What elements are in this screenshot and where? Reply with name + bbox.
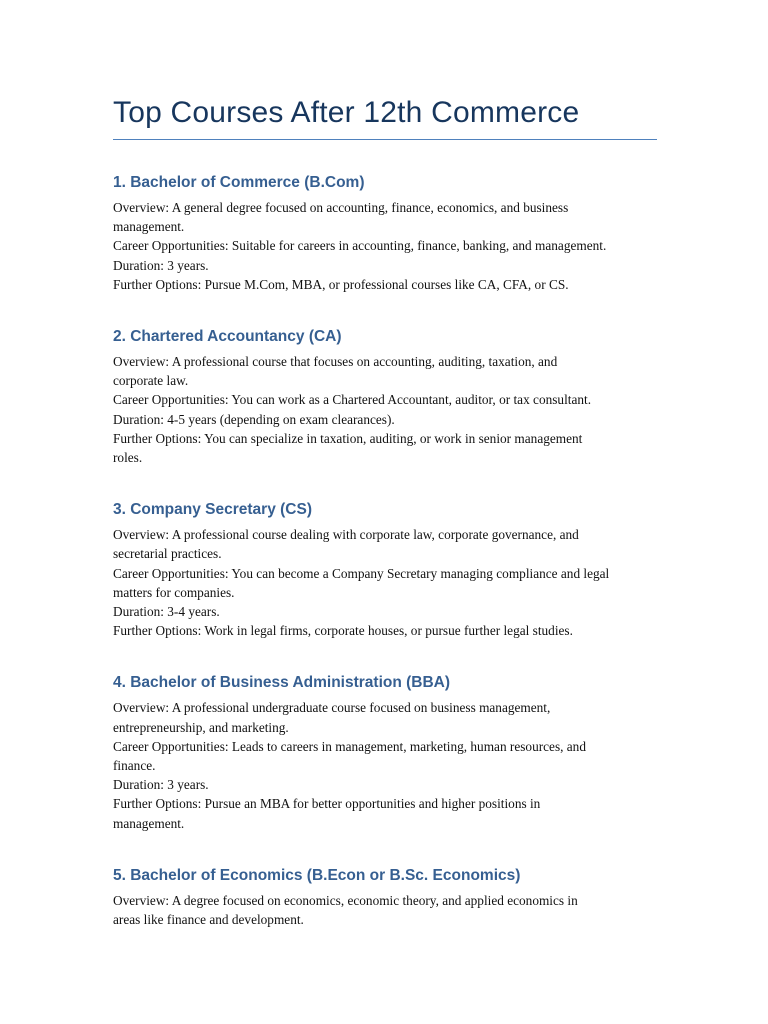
body-line: Overview: A degree focused on economics, economic theory, and applied economics in bbox=[113, 892, 578, 908]
course-section-becon bbox=[113, 833, 659, 929]
document-page bbox=[113, 94, 659, 929]
body-line: Overview: A professional course that focuses on accounting, auditing, taxation, and bbox=[113, 354, 558, 370]
body-line: finance. bbox=[113, 758, 156, 774]
body-line: Career Opportunities: You can work as a Chartered Accountant, auditor, or tax consultant. bbox=[113, 392, 592, 408]
course-section-cs bbox=[113, 467, 659, 640]
section-heading: 5. Bachelor of Economics (B.Econ or B.Sc. Economics) bbox=[113, 866, 521, 884]
body-line: Overview: A professional course dealing with corporate law, corporate governance, and bbox=[113, 527, 579, 543]
body-line: management. bbox=[113, 219, 185, 235]
body-line: Further Options: Pursue an MBA for better opportunities and higher positions in bbox=[113, 796, 541, 812]
body-line: Further Options: Work in legal firms, corporate houses, or pursue further legal studies. bbox=[113, 623, 573, 639]
section-heading: 2. Chartered Accountancy (CA) bbox=[113, 328, 342, 346]
body-line: Overview: A professional undergraduate course focused on business management, bbox=[113, 700, 551, 716]
body-line: Career Opportunities: Leads to careers in management, marketing, human resources, and bbox=[113, 738, 586, 754]
course-section-ca bbox=[113, 294, 659, 467]
body-line: corporate law. bbox=[113, 373, 189, 389]
body-line: matters for companies. bbox=[113, 584, 235, 600]
body-line: Duration: 3 years. bbox=[113, 257, 209, 273]
body-line: Duration: 4-5 years (depending on exam clearances). bbox=[113, 411, 395, 427]
body-line: Duration: 3-4 years. bbox=[113, 604, 220, 620]
body-line: secretarial practices. bbox=[113, 546, 222, 562]
section-heading: 1. Bachelor of Commerce (B.Com) bbox=[113, 174, 365, 191]
body-line: Further Options: Pursue M.Com, MBA, or professional courses like CA, CFA, or CS. bbox=[113, 276, 569, 292]
body-line: Duration: 3 years. bbox=[113, 777, 209, 793]
body-line: roles. bbox=[113, 450, 143, 466]
course-section-bba bbox=[113, 640, 659, 832]
section-heading: 4. Bachelor of Business Administration (BBA) bbox=[113, 674, 451, 692]
body-line: management. bbox=[113, 815, 185, 831]
section-heading: 3. Company Secretary (CS) bbox=[113, 501, 312, 519]
body-line: Overview: A general degree focused on accounting, finance, economics, and business bbox=[113, 200, 569, 215]
body-line: Further Options: You can specialize in taxation, auditing, or work in senior management bbox=[113, 430, 583, 446]
body-line: Career Opportunities: You can become a Company Secretary managing compliance and legal bbox=[113, 565, 610, 581]
document-title: Top Courses After 12th Commerce bbox=[113, 96, 580, 129]
body-line: areas like finance and development. bbox=[113, 912, 304, 928]
body-line: entrepreneurship, and marketing. bbox=[113, 719, 289, 735]
body-line: Career Opportunities: Suitable for careers in accounting, finance, banking, and management. bbox=[113, 238, 607, 254]
course-section-bcom bbox=[113, 140, 659, 294]
